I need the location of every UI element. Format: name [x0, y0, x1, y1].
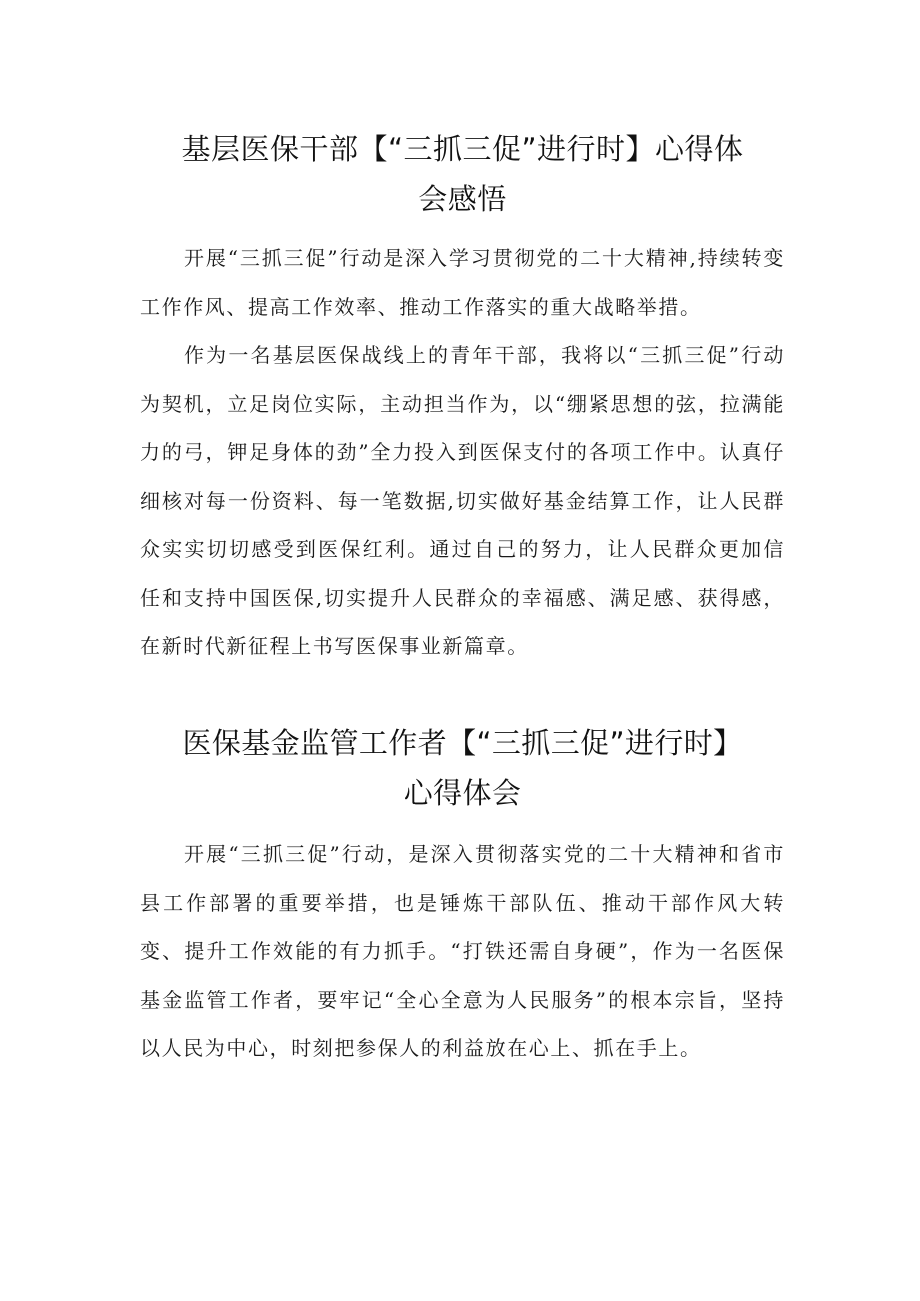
article-title-1-line1: 基层医保干部【“三抓三促”进行时】心得体 — [181, 132, 744, 166]
article-2-paragraph-1: 开展“三抓三促”行动，是深入贯彻落实党的二十大精神和省市县工作部署的重要举措，也是锤炼干部队伍、推动干部作风大转变、提升工作效能的有力抓手。“打铁还需自身硬”，作为一名医保基金监管工作者，要牢记“全心全意为人民服务”的根本宗旨，坚持以人民为中心，时刻把参保人的利益放在心上、抓在手上。 — [140, 842, 785, 1060]
article-title-1-line2: 会感悟 — [418, 182, 507, 216]
article-section-1 — [140, 124, 785, 671]
article-title-2 — [140, 718, 785, 818]
article-title-1 — [140, 124, 785, 224]
article-1-paragraph-1: 开展“三抓三促”行动是深入学习贯彻党的二十大精神,持续转变工作作风、提高工作效率、推动工作落实的重大战略举措。 — [140, 246, 785, 319]
article-title-2-line2: 心得体会 — [403, 776, 522, 810]
article-title-2-line1: 医保基金监管工作者【“三抓三促”进行时】 — [182, 726, 743, 760]
article-section-2 — [140, 718, 785, 1073]
article-1-paragraph-2: 作为一名基层医保战线上的青年干部，我将以“三抓三促”行动为契机，立足岗位实际，主动担当作为，以“绷紧思想的弦，拉满能力的弓，钾足身体的劲”全力投入到医保支付的各项工作中。认真仔细核对每一份资料、每一笔数据,切实做好基金结算工作，让人民群众实实切切感受到医保红利。通过自己的努力，让人民群众更加信任和支持中国医保,切实提升人民群众的幸福感、满足感、获得感，在新时代新征程上书写医保事业新篇章。 — [140, 343, 785, 658]
